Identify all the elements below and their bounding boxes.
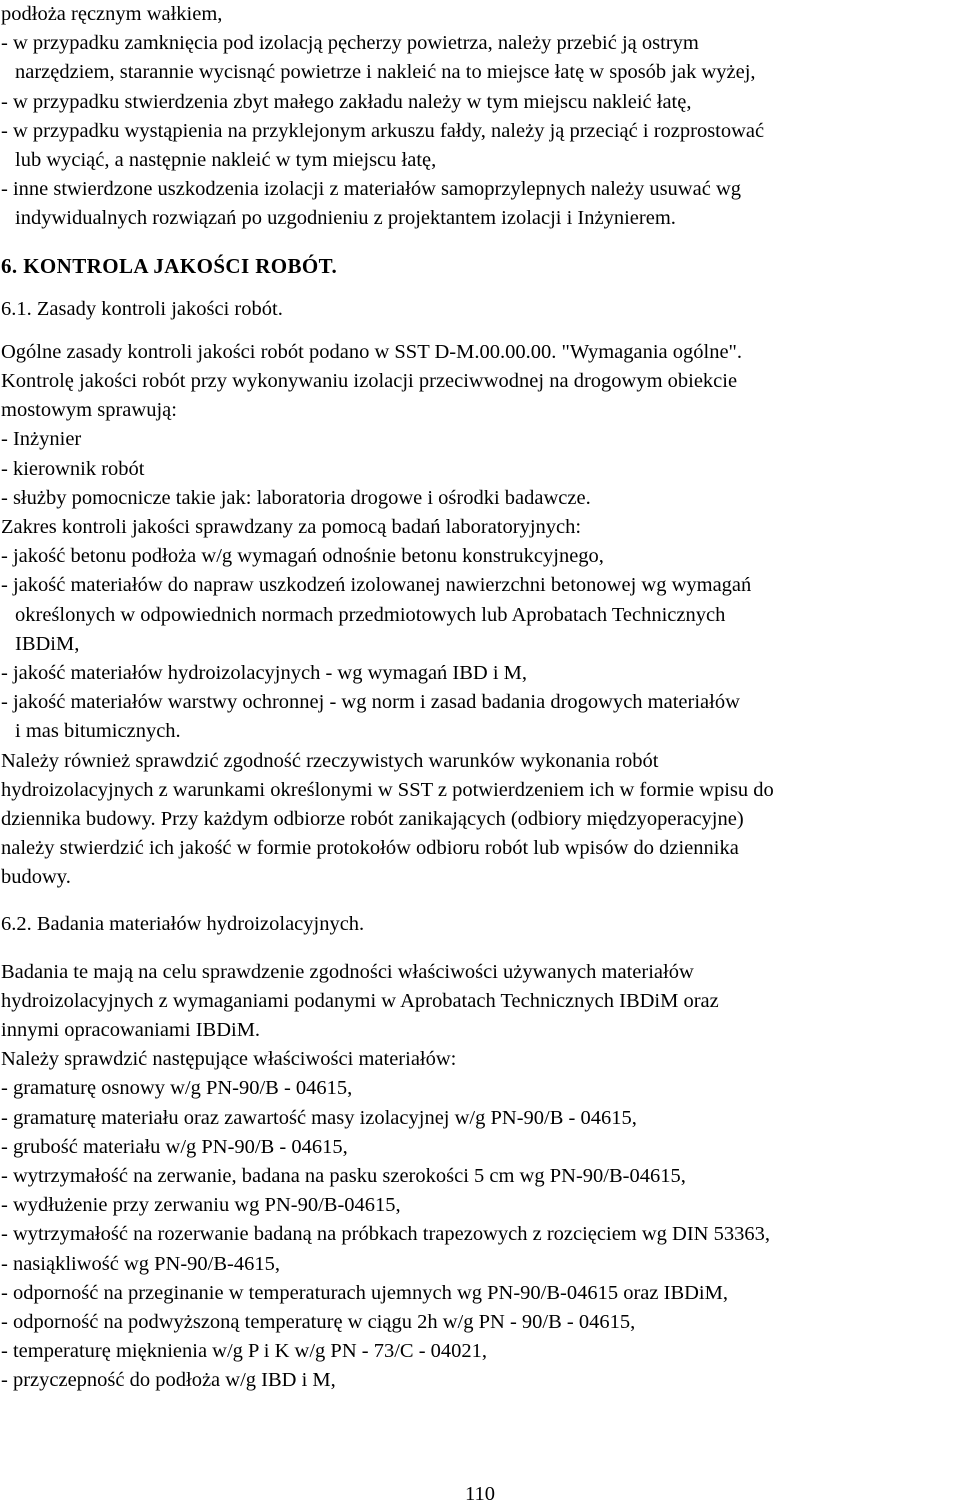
- text-line: innymi opracowaniami IBDiM.: [1, 1019, 261, 1041]
- list-item: - odporność na przeginanie w temperaturach ujemnych wg PN-90/B-04615 oraz IBDiM,: [1, 1281, 728, 1304]
- text-line: Należy również sprawdzić zgodność rzeczywistych warunków wykonania robót: [1, 749, 659, 772]
- text-line: hydroizolacyjnych z warunkami określonymi w SST z potwierdzeniem ich w formie wpisu do: [1, 778, 774, 801]
- list-item: - służby pomocnicze takie jak: laboratoria drogowe i ośrodki badawcze.: [1, 486, 591, 509]
- list-item: - gramaturę osnowy w/g PN-90/B - 04615,: [1, 1077, 353, 1100]
- list-item-continuation: określonych w odpowiednich normach przedmiotowych lub Aprobatach Technicznych: [15, 603, 726, 626]
- text-line: Ogólne zasady kontroli jakości robót podano w SST D-M.00.00.00. "Wymagania ogólne".: [1, 340, 743, 363]
- list-item: - odporność na podwyższoną temperaturę w ciągu 2h w/g PN - 90/B - 04615,: [1, 1310, 636, 1333]
- subsection-1-body: [1, 338, 959, 893]
- list-item-continuation: i mas bitumicznych.: [15, 720, 181, 743]
- text-line: Kontrolę jakości robót przy wykonywaniu izolacji przeciwwodnej na drogowym obiekcie: [1, 370, 738, 393]
- text-line: narzędziem, starannie wycisnąć powietrze i nakleić na to miejsce łatę w sposób jak wyżej,: [15, 61, 756, 84]
- text-line: - w przypadku zamknięcia pod izolacją pęcherzy powietrza, należy przebić ją ostrym: [1, 32, 699, 55]
- list-item-continuation: IBDiM,: [15, 632, 80, 655]
- list-item: - kierownik robót: [1, 457, 145, 480]
- text-line: podłoża ręcznym wałkiem,: [1, 3, 223, 25]
- section-heading: 6. KONTROLA JAKOŚCI ROBÓT.: [1, 253, 338, 278]
- list-item: - grubość materiału w/g PN-90/B - 04615,: [1, 1135, 348, 1158]
- text-line: hydroizolacyjnych z wymaganiami podanymi w Aprobatach Technicznych IBDiM oraz: [1, 989, 719, 1012]
- text-line: - w przypadku wystąpienia na przyklejonym arkuszu fałdy, należy ją przeciąć i rozprostować: [1, 119, 765, 142]
- subsection-title: 6.1. Zasady kontroli jakości robót.: [1, 297, 283, 320]
- text-line: Badania te mają na celu sprawdzenie zgodności właściwości używanych materiałów: [1, 960, 694, 983]
- subsection-title: 6.2. Badania materiałów hydroizolacyjnych.: [1, 913, 365, 936]
- subsection-2-body: [1, 958, 959, 1396]
- list-item: - nasiąkliwość wg PN-90/B-4615,: [1, 1252, 281, 1275]
- list-item: - jakość betonu podłoża w/g wymagań odnośnie betonu konstrukcyjnego,: [1, 545, 604, 568]
- text-line: Należy sprawdzić następujące właściwości materiałów:: [1, 1048, 457, 1071]
- list-item: - jakość materiałów do napraw uszkodzeń izolowanej nawierzchni betonowej wg wymagań: [1, 574, 752, 597]
- list-item: - wytrzymałość na rozerwanie badaną na próbkach trapezowych z rozcięciem wg DIN 53363,: [1, 1223, 770, 1246]
- text-line: lub wyciąć, a następnie nakleić w tym miejscu łatę,: [15, 148, 437, 171]
- text-line: mostowym sprawują:: [1, 399, 177, 422]
- list-item: - gramaturę materiału oraz zawartość masy izolacyjnej w/g PN-90/B - 04615,: [1, 1106, 637, 1129]
- list-item: - jakość materiałów warstwy ochronnej - wg norm i zasad badania drogowych materiałów: [1, 691, 740, 714]
- list-item: - jakość materiałów hydroizolacyjnych - wg wymagań IBD i M,: [1, 661, 528, 684]
- continuation-block: [1, 0, 959, 234]
- document-page: [1, 0, 959, 1395]
- text-line: budowy.: [1, 866, 71, 889]
- list-item: - wydłużenie przy zerwaniu wg PN-90/B-04615,: [1, 1194, 401, 1217]
- text-line: dziennika budowy. Przy każdym odbiorze robót zanikających (odbiory międzyoperacyjne): [1, 807, 744, 830]
- text-line: indywidualnych rozwiązań po uzgodnieniu z projektantem izolacji i Inżynierem.: [15, 207, 676, 230]
- list-item: - przyczepność do podłoża w/g IBD i M,: [1, 1369, 336, 1392]
- text-line: należy stwierdzić ich jakość w formie protokołów odbioru robót lub wpisów do dziennika: [1, 837, 739, 860]
- text-line: - inne stwierdzone uszkodzenia izolacji z materiałów samoprzylepnych należy usuwać wg: [1, 178, 741, 201]
- text-line: - w przypadku stwierdzenia zbyt małego zakładu należy w tym miejscu nakleić łatę,: [1, 90, 692, 113]
- list-item: - temperaturę mięknienia w/g P i K w/g PN - 73/C - 04021,: [1, 1340, 488, 1363]
- text-line: Zakres kontroli jakości sprawdzany za pomocą badań laboratoryjnych:: [1, 516, 582, 538]
- page-number: 110: [465, 1483, 495, 1505]
- list-item: - wytrzymałość na zerwanie, badana na pasku szerokości 5 cm wg PN-90/B-04615,: [1, 1164, 686, 1187]
- list-item: - Inżynier: [1, 428, 82, 451]
